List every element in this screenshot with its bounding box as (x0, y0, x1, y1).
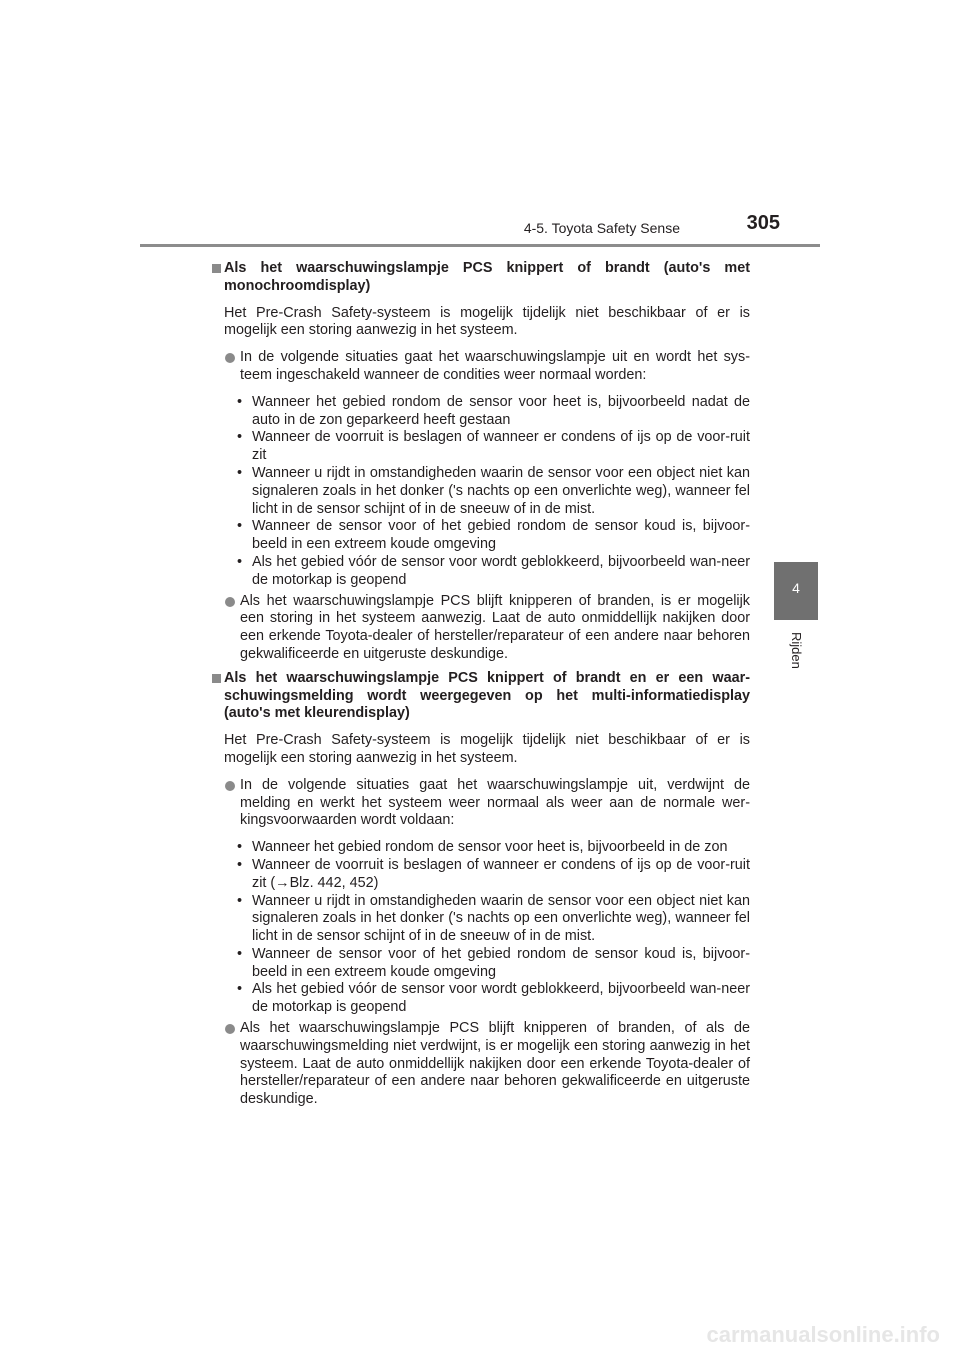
chapter-tab-label: Rijden (789, 632, 804, 669)
list-item: • Wanneer de sensor voor of het gebied rondom de sensor koud is, bijvoor-beeld in een extreem koude omgeving (237, 518, 750, 553)
section-heading-1 (212, 260, 750, 296)
list-bullet-icon: • (237, 518, 243, 535)
list-bullet-icon: • (237, 981, 243, 998)
list-item: • Wanneer de sensor voor of het gebied rondom de sensor koud is, bijvoor-beeld in een extreem koude omgeving (237, 945, 750, 980)
condition-list-1 (212, 394, 750, 590)
bullet-item-3-text: In de volgende situaties gaat het waarschuwingslampje uit, verdwijnt de melding en werkt het systeem weer normaal als weer aan de normale wer-kingsvoorwaarden wordt voldaan: (240, 776, 750, 829)
circle-bullet-icon (225, 353, 235, 363)
list-bullet-icon: • (237, 839, 243, 856)
intro-paragraph-1: Het Pre-Crash Safety-systeem is mogelijk tijdelijk niet beschikbaar of er is mogelijk een storing aanwezig in het systeem. (224, 304, 750, 339)
list-bullet-icon: • (237, 553, 243, 570)
section-title: 4-5. Toyota Safety Sense (523, 220, 680, 236)
list-bullet-icon: • (237, 429, 243, 446)
watermark: carmanualsonline.info (706, 1322, 940, 1347)
list-bullet-icon: • (237, 393, 243, 410)
bullet-item-4 (212, 1020, 750, 1109)
section-heading-1-text: Als het waarschuwingslampje PCS knippert of brandt (auto's met monochroomdisplay) (224, 260, 750, 294)
bullet-item-4-text: Als het waarschuwingslampje PCS blijft knipperen of branden, of als de waarschuwingsmelding niet verdwijnt, is er mogelijk een storing aanwezig in het systeem. Laat de auto onmiddellijk nakijken door een erkende Toyota-dealer of hersteller/reparateur of een andere naar behoren gekwalificeerde en uitgeruste deskundige. (240, 1020, 750, 1108)
circle-bullet-icon (225, 597, 235, 607)
intro-paragraph-2: Het Pre-Crash Safety-systeem is mogelijk tijdelijk niet beschikbaar of er is mogelijk een storing aanwezig in het systeem. (224, 732, 750, 766)
list-item: • Wanneer de voorruit is beslagen of wanneer er condens of ijs op de voor-ruit zit (→Blz. 442, 452) (237, 856, 750, 891)
bullet-item-1 (212, 349, 750, 385)
page-content (212, 254, 750, 1109)
square-bullet-icon (212, 264, 221, 273)
chapter-tab-label-box (770, 630, 822, 690)
bullet-item-2-text: Als het waarschuwingslampje PCS blijft knipperen of branden, is er mogelijk een storing in het systeem aanwezig. Laat de auto onmiddellijk nakijken door een erkende Toyota-dealer of hersteller/reparateur of een andere naar behoren gekwalificeerde en uitgeruste deskundige. (240, 592, 750, 662)
list-bullet-icon: • (237, 856, 243, 873)
page-number: 305 (746, 212, 780, 234)
header-divider (140, 244, 820, 247)
square-bullet-icon (212, 674, 221, 683)
list-item: • Wanneer het gebied rondom de sensor voor heet is, bijvoorbeeld in de zon (237, 839, 728, 856)
page-header (0, 0, 960, 250)
list-bullet-icon: • (237, 945, 243, 962)
circle-bullet-icon (225, 781, 235, 791)
section-heading-2-text: Als het waarschuwingslampje PCS knippert of brandt en er een waar-schuwingsmelding wordt weergegeven op het multi-informatiedisplay (auto's met kleurendisplay) (224, 669, 750, 722)
condition-list-2 (212, 839, 750, 1017)
section-heading-2 (212, 670, 750, 723)
list-item: • Als het gebied vóór de sensor voor wordt geblokkeerd, bijvoorbeeld wan-neer de motorkap is geopend (237, 981, 750, 1016)
list-item: • Wanneer u rijdt in omstandigheden waarin de sensor voor een object niet kan signaleren zoals in het donker ('s nachts op een onverlichte weg), wanneer fel licht in de sensor schijnt of in de sneeuw of in de mist. (237, 892, 750, 945)
list-bullet-icon: • (237, 464, 243, 481)
chapter-tab-number: 4 (792, 580, 800, 596)
list-bullet-icon: • (237, 892, 243, 909)
list-item: • Wanneer de voorruit is beslagen of wanneer er condens of ijs op de voor-ruit zit (237, 429, 750, 464)
list-item: • Wanneer u rijdt in omstandigheden waarin de sensor voor een object niet kan signaleren zoals in het donker ('s nachts op een onverlichte weg), wanneer fel licht in de sensor schijnt of in de sneeuw of in de mist. (237, 464, 750, 517)
list-item: • Wanneer het gebied rondom de sensor voor heet is, bijvoorbeeld nadat de auto in de zon geparkeerd heeft gestaan (237, 393, 750, 428)
bullet-item-2 (212, 593, 750, 664)
list-item: • Als het gebied vóór de sensor voor wordt geblokkeerd, bijvoorbeeld wan-neer de motorkap is geopend (237, 553, 750, 588)
circle-bullet-icon (225, 1024, 235, 1034)
bullet-item-3 (212, 777, 750, 830)
bullet-item-1-text: In de volgende situaties gaat het waarschuwingslampje uit en wordt het sys-teem ingeschakeld wanneer de condities weer normaal worden: (240, 349, 750, 383)
